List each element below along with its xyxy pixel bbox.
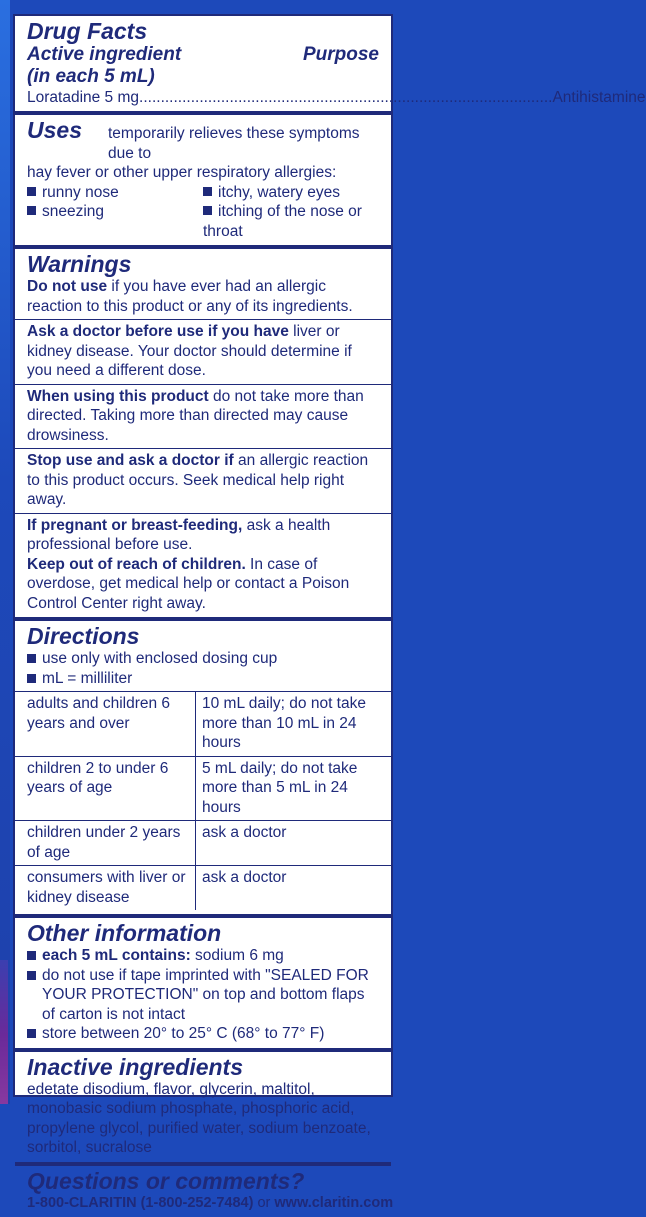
list-item: each 5 mL contains: sodium 6 mg	[27, 946, 379, 966]
bullet-square-icon	[27, 971, 36, 980]
uses-heading: Uses	[27, 117, 82, 143]
list-item: sneezing	[27, 202, 203, 241]
table-row: children under 2 years of age ask a doctor	[15, 821, 391, 866]
table-row: children 2 to under 6 years of age 5 mL daily; do not take more than 5 mL in 24 hours	[15, 756, 391, 821]
dosage-table	[15, 691, 391, 910]
warning-when-using: When using this product do not take more than directed. Taking more than directed may cause drowsiness.	[15, 384, 391, 446]
panel-title: Drug Facts	[27, 18, 379, 44]
inactive-ingredients-list: edetate disodium, flavor, glycerin, maltitol, monobasic sodium phosphate, phosphoric acid, propylene glycol, purified water, sodium benzoate, sorbitol, sucralose	[27, 1080, 379, 1158]
directions-heading: Directions	[27, 623, 379, 649]
list-item: store between 20° to 25° C (68° to 77° F)	[27, 1024, 379, 1044]
inactive-ingredients-heading: Inactive ingredients	[27, 1054, 379, 1080]
list-item: use only with enclosed dosing cup	[27, 649, 379, 669]
inactive-ingredients-section	[15, 1052, 391, 1166]
warning-keep-out-of-reach: Keep out of reach of children. In case of overdose, get medical help or contact a Poison Control Center right away.	[27, 555, 379, 614]
bullet-square-icon	[203, 187, 212, 196]
list-item: mL = milliliter	[27, 669, 379, 689]
purpose-heading: Purpose	[303, 44, 379, 66]
bullet-square-icon	[203, 206, 212, 215]
warning-stop-use: Stop use and ask a doctor if an allergic reaction to this product occurs. Seek medical help right away.	[15, 448, 391, 510]
table-row: consumers with liver or kidney disease ask a doctor	[15, 866, 391, 911]
table-row: adults and children 6 years and over 10 mL daily; do not take more than 10 mL in 24 hours	[15, 692, 391, 757]
active-ingredient-section	[15, 16, 391, 115]
list-item: runny nose	[27, 183, 203, 203]
questions-heading: Questions or comments?	[27, 1168, 379, 1194]
active-ingredient-heading: Active ingredient	[27, 44, 181, 66]
warnings-section	[15, 249, 391, 621]
warning-do-not-use: Do not use if you have ever had an allergic reaction to this product or any of its ingredients.	[27, 277, 379, 316]
list-item: itchy, watery eyes	[203, 183, 379, 203]
warning-pregnant: If pregnant or breast-feeding, ask a health professional before use.	[15, 513, 391, 555]
uses-intro-2: hay fever or other upper respiratory allergies:	[27, 163, 379, 183]
warnings-heading: Warnings	[27, 251, 379, 277]
bullet-square-icon	[27, 1029, 36, 1038]
other-information-section	[15, 918, 391, 1052]
bullet-square-icon	[27, 674, 36, 683]
directions-section	[15, 621, 391, 918]
bullet-square-icon	[27, 206, 36, 215]
website-link[interactable]: www.claritin.com	[274, 1195, 393, 1211]
dot-leader	[139, 88, 552, 107]
package-right-edge	[396, 0, 407, 1200]
ingredient-purpose: Antihistamine	[552, 88, 645, 107]
questions-section	[15, 1166, 391, 1217]
warning-ask-doctor: Ask a doctor before use if you have liver or kidney disease. Your doctor should determine if you need a different dose.	[15, 319, 391, 381]
bullet-square-icon	[27, 187, 36, 196]
other-information-heading: Other information	[27, 920, 379, 946]
bullet-square-icon	[27, 654, 36, 663]
package-edge-tint	[0, 960, 8, 1110]
list-item: itching of the nose or throat	[203, 202, 379, 241]
symptom-list	[27, 183, 379, 242]
list-item: do not use if tape imprinted with "SEALED FOR YOUR PROTECTION" on top and bottom flaps of carton is not intact	[27, 966, 379, 1025]
active-ingredient-subheading: (in each 5 mL)	[27, 66, 155, 88]
bullet-square-icon	[27, 951, 36, 960]
uses-section	[15, 115, 391, 249]
ingredient-name: Loratadine 5 mg	[27, 88, 139, 107]
ingredient-row	[27, 88, 379, 107]
uses-intro-1: temporarily relieves these symptoms due to	[108, 124, 379, 163]
directions-bullets	[27, 649, 379, 688]
phone-number[interactable]: 1-800-CLARITIN (1-800-252-7484)	[27, 1195, 253, 1211]
contact-line: 1-800-CLARITIN (1-800-252-7484) or www.claritin.com	[27, 1194, 379, 1214]
drug-facts-panel	[13, 14, 393, 1097]
